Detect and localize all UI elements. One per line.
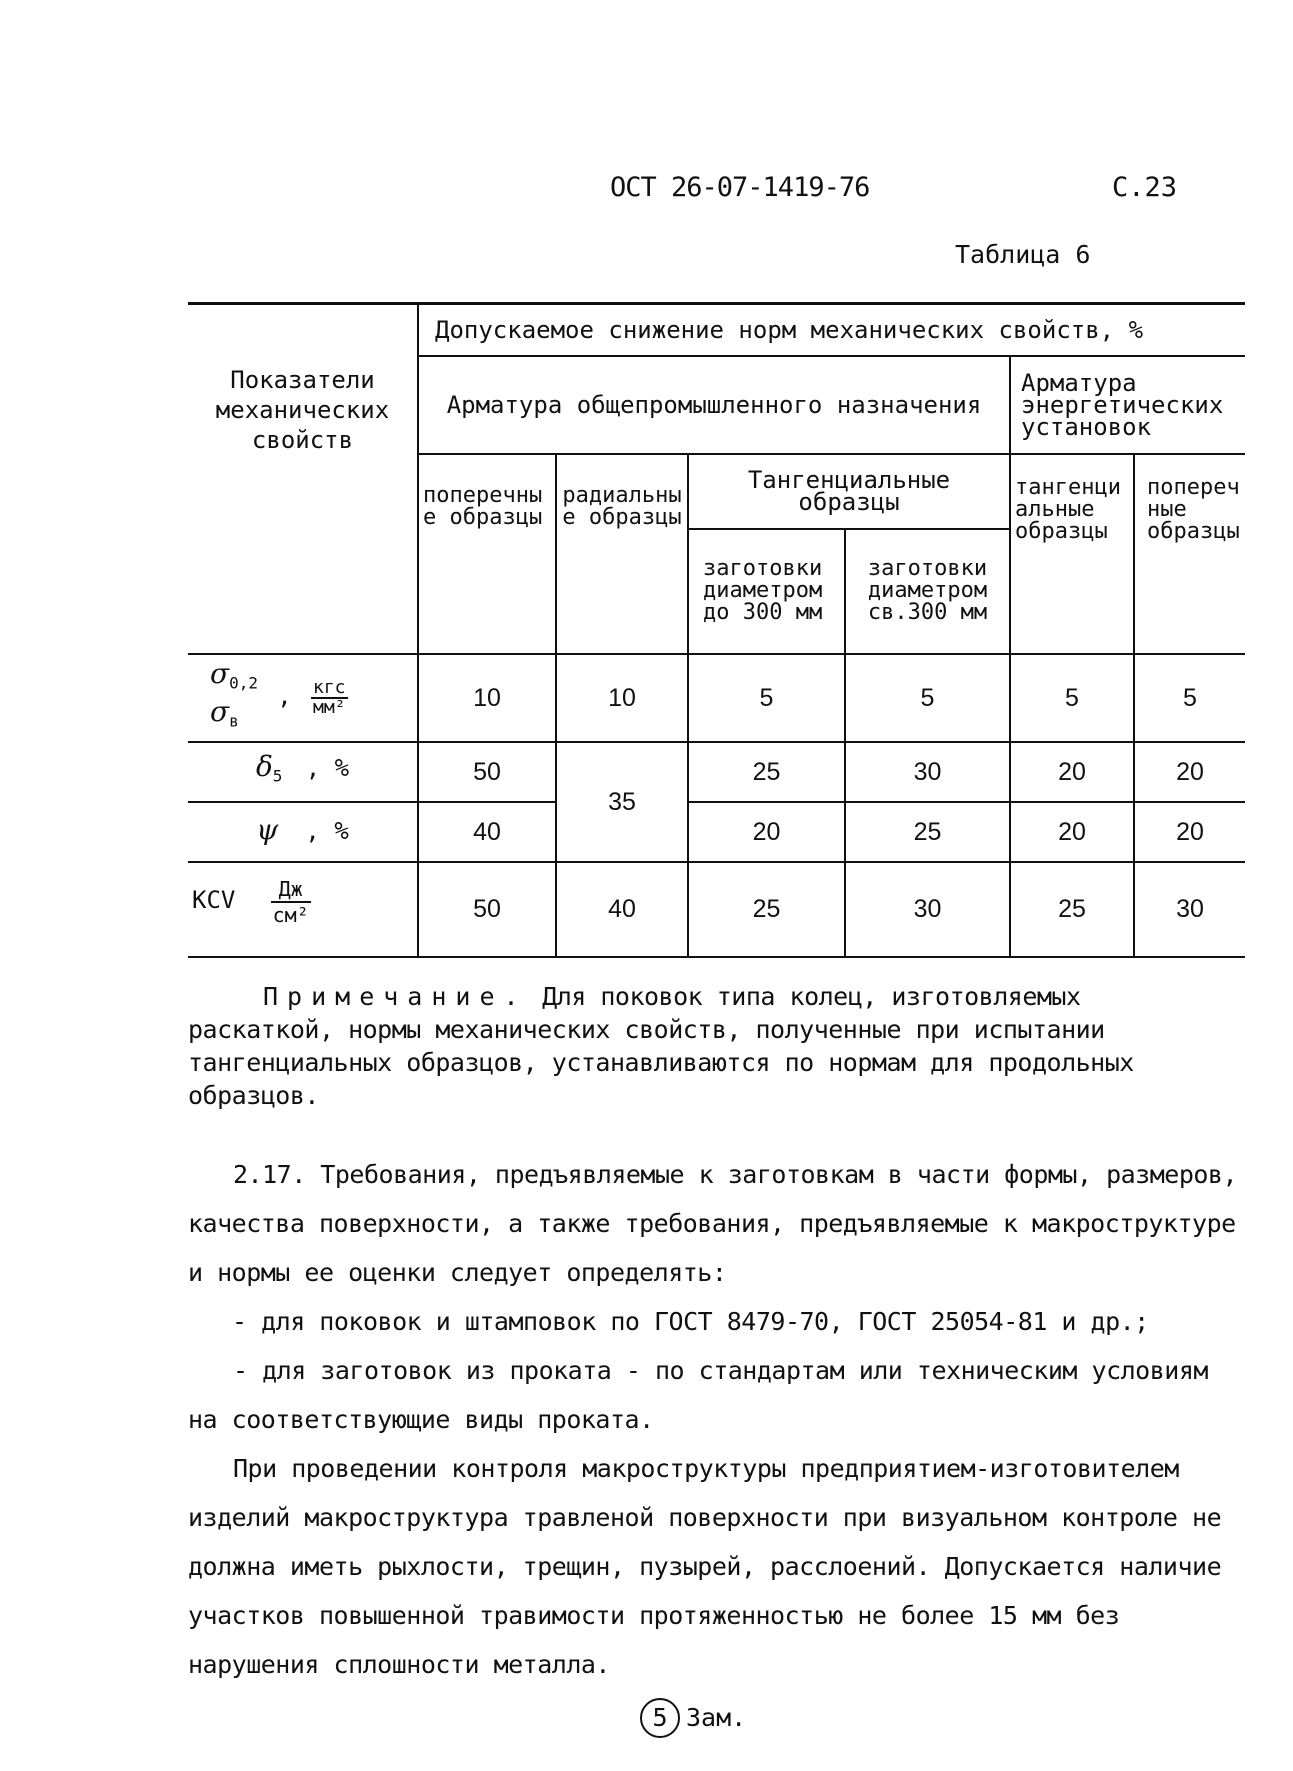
page-number: С.23 bbox=[1112, 172, 1178, 203]
table-cell: 25 bbox=[845, 802, 1010, 862]
table-cell: 20 bbox=[1010, 802, 1134, 862]
table-cell: 5 bbox=[1010, 654, 1134, 742]
table-cell-merged: 35 bbox=[556, 742, 688, 862]
energy-installations-header: Арматура энергетических установок bbox=[1010, 356, 1245, 454]
table-cell: 25 bbox=[688, 742, 845, 802]
transverse-samples-header: поперечные образцы bbox=[418, 454, 556, 654]
paragraph-macrostructure: При проведении контроля макроструктуры предприятием-изготовителем изделий макроструктура травленой поверхности при визуальном контроле не должна иметь рыхлости, трещин, пузырей, расслоений. Допускается наличие участков повышенной травимости протяженностью не более 15 мм без нарушения сплошности металла. bbox=[188, 1454, 1222, 1679]
general-purpose-header: Арматура общепромышленного назначения bbox=[418, 356, 1010, 454]
table-cell: 40 bbox=[418, 802, 556, 862]
bullet-rolled-stock: - для заготовок из проката - по стандартам или техническим условиям на соответствующие виды проката. bbox=[188, 1356, 1208, 1434]
table-cell: 25 bbox=[688, 862, 845, 957]
table-cell: 30 bbox=[845, 742, 1010, 802]
row-label-impact: KCV $\frac{Дж}{\text{см²}}$ bbox=[188, 862, 418, 957]
energy-tangential-header: тангенциальные образцы bbox=[1010, 454, 1134, 654]
table-cell: 5 bbox=[688, 654, 845, 742]
unit-j-cm2: $\frac{Дж}{\text{см²}}$ bbox=[272, 876, 309, 927]
change-mark bbox=[640, 1698, 746, 1738]
table-row bbox=[188, 654, 1245, 742]
table-row bbox=[188, 862, 1245, 957]
table-row bbox=[188, 802, 1245, 862]
table-title: Таблица 6 bbox=[955, 240, 1091, 269]
mechanical-properties-table bbox=[188, 302, 1245, 958]
table-cell: 20 bbox=[1134, 802, 1245, 862]
table-cell: 50 bbox=[418, 862, 556, 957]
blanks-over-300-header: заготовки диаметром св.300 мм bbox=[845, 529, 1010, 654]
blanks-upto-300-header: заготовки диаметром до 300 мм bbox=[688, 529, 845, 654]
table-row bbox=[188, 742, 1245, 802]
energy-transverse-header: поперечные образцы bbox=[1134, 454, 1245, 654]
sigma-symbol: σ bbox=[210, 694, 230, 728]
table-cell: 30 bbox=[845, 862, 1010, 957]
table-cell: 10 bbox=[418, 654, 556, 742]
allowed-reduction-header: Допускаемое снижение норм механических свойств, % bbox=[418, 304, 1245, 356]
table-cell: 20 bbox=[1134, 742, 1245, 802]
change-label: Зам. bbox=[686, 1703, 747, 1732]
note-text: Для поковок типа колец, изготовляемых раскаткой, нормы механических свойств, полученные при испытании тангенциальных образцов, устанавливаются по нормам для продольных образцов. bbox=[188, 982, 1134, 1110]
table-cell: 5 bbox=[1134, 654, 1245, 742]
bullet-forgings: - для поковок и штамповок по ГОСТ 8479-70, ГОСТ 25054-81 и др.; bbox=[232, 1307, 1149, 1336]
table-cell: 20 bbox=[688, 802, 845, 862]
row-label-reduction-area: ψ , % bbox=[188, 802, 418, 862]
document-code: ОСТ 26-07-1419-76 bbox=[610, 172, 870, 203]
change-number-circle: 5 bbox=[640, 1698, 680, 1738]
unit-kgf-mm2: $\frac{\text{кгс}}{\text{мм²}}$ bbox=[312, 676, 346, 718]
table-cell: 30 bbox=[1134, 862, 1245, 957]
table-cell: 50 bbox=[418, 742, 556, 802]
indicators-header: Показатели механических свойств bbox=[188, 304, 418, 654]
row-label-strength: $\sigma_{0,2}$ $\sigma_в$ , $\frac{\text{кгс}}{\text{мм²}}$ bbox=[188, 654, 418, 742]
paragraph-2-17: 2.17. Требования, предъявляемые к заготовкам в части формы, размеров, качества поверхности, а также требования, предъявляемые к макроструктуре и нормы ее оценки следует определять: bbox=[188, 1160, 1238, 1287]
tangential-samples-header: Тангенциальные образцы bbox=[688, 454, 1010, 529]
radial-samples-header: радиальные образцы bbox=[556, 454, 688, 654]
table-cell: 40 bbox=[556, 862, 688, 957]
table-cell: 5 bbox=[845, 654, 1010, 742]
table-cell: 25 bbox=[1010, 862, 1134, 957]
note-label: Примечание. bbox=[263, 982, 528, 1011]
sigma-symbol: σ bbox=[210, 657, 230, 691]
table-cell: 20 bbox=[1010, 742, 1134, 802]
table-cell: 10 bbox=[556, 654, 688, 742]
row-label-elongation: $\delta_5$ , % bbox=[188, 742, 418, 802]
note-paragraph bbox=[188, 980, 1238, 1112]
